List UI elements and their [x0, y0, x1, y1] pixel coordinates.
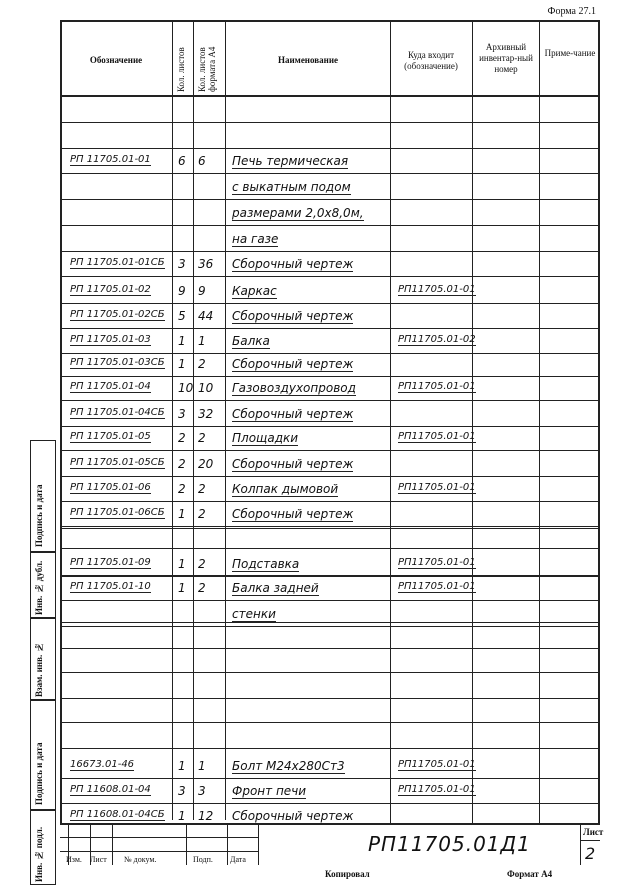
side-label: Подпись и дата	[34, 742, 44, 805]
stamp-podp: Подп.	[193, 855, 213, 864]
stamp-line	[60, 837, 258, 838]
col-line	[172, 20, 173, 820]
side-label: Подпись и дата	[34, 484, 44, 547]
cell-designation: РП 11705.01-05СБ	[70, 457, 165, 468]
cell-sheets: 3	[178, 407, 186, 421]
sheet-number: 2	[585, 844, 597, 863]
cell-name: Площадки	[232, 431, 299, 445]
row-line	[60, 803, 600, 804]
stamp-line	[112, 823, 113, 865]
stamp-line	[186, 823, 187, 865]
header-sheets: Кол. листов	[176, 47, 186, 92]
cell-name: Каркас	[232, 284, 277, 298]
cell-name: Фронт печи	[232, 784, 307, 798]
cell-sheets: 1	[178, 581, 186, 595]
cell-a4: 36	[198, 257, 214, 271]
cell-name: Болт М24х280Ст3	[232, 759, 345, 773]
stamp-line	[60, 851, 258, 852]
cell-sheets: 2	[178, 431, 186, 445]
cell-a4: 2	[198, 431, 206, 445]
cell-a4: 10	[198, 381, 214, 395]
cell-a4: 20	[198, 457, 214, 471]
cell-a4: 32	[198, 407, 214, 421]
sheet-label: Лист	[583, 827, 604, 837]
header-note: Приме-чание	[544, 48, 596, 58]
cell-sheets: 9	[178, 284, 186, 298]
cell-a4: 3	[198, 784, 206, 798]
side-label: Взам. инв. №	[34, 642, 44, 697]
row-line	[60, 376, 600, 377]
row-line	[60, 122, 600, 123]
row-line	[60, 548, 600, 549]
cell-a4: 6	[198, 154, 206, 168]
row-line	[60, 576, 600, 577]
cell-a4: 2	[198, 482, 206, 496]
cell-designation: РП 11705.01-03СБ	[70, 357, 165, 368]
cell-sheets: 6	[178, 154, 186, 168]
row-line	[60, 722, 600, 723]
cell-designation: 16673.01-46	[70, 759, 135, 770]
cell-a4: 44	[198, 309, 214, 323]
row-line	[60, 672, 600, 673]
row-line	[60, 276, 600, 277]
stamp-line	[580, 840, 600, 841]
side-label: Инв. № подл.	[34, 826, 44, 882]
header-archive: Архивный инвентар-ный номер	[479, 42, 533, 74]
form-label: Форма 27.1	[547, 6, 596, 17]
cell-designation: РП 11705.01-03	[70, 334, 151, 345]
stamp-line	[258, 823, 259, 865]
row-line	[60, 199, 600, 200]
row-line	[60, 450, 600, 451]
side-cell	[30, 810, 56, 885]
cell-name: Печь термическая	[232, 154, 349, 168]
col-line	[193, 20, 194, 820]
cell-where-used: РП11705.01-01	[398, 581, 476, 592]
row-line	[60, 648, 600, 649]
cell-sheets: 3	[178, 257, 186, 271]
cell-name: Сборочный чертеж	[232, 507, 354, 521]
row-line	[60, 303, 600, 304]
cell-where-used: РП11705.01-01	[398, 431, 476, 442]
row-line	[60, 400, 600, 401]
cell-designation: РП 11705.01-09	[70, 557, 151, 568]
cell-designation: РП 11705.01-10	[70, 581, 151, 592]
cell-designation: РП 11705.01-01	[70, 154, 151, 165]
cell-designation: РП 11705.01-02СБ	[70, 309, 165, 320]
cell-where-used: РП11705.01-01	[398, 482, 476, 493]
header-name: Наименование	[278, 55, 338, 65]
cell-name: Подставка	[232, 557, 300, 571]
cell-designation: РП 11705.01-06	[70, 482, 151, 493]
cell-sheets: 1	[178, 334, 186, 348]
col-line	[225, 20, 226, 820]
cell-name: размерами 2,0х8,0м,	[232, 206, 364, 220]
header-where-used: Куда входит (обозначение)	[404, 50, 458, 71]
side-cell	[30, 440, 56, 552]
cell-sheets: 1	[178, 759, 186, 773]
cell-sheets: 3	[178, 784, 186, 798]
cell-a4: 2	[198, 507, 206, 521]
row-line	[60, 353, 600, 354]
cell-a4: 2	[198, 557, 206, 571]
cell-where-used: РП11705.01-01	[398, 557, 476, 568]
cell-sheets: 5	[178, 309, 186, 323]
row-line	[60, 528, 600, 529]
cell-a4: 1	[198, 759, 206, 773]
cell-name: на газе	[232, 232, 279, 246]
cell-name: Колпак дымовой	[232, 482, 339, 496]
row-line	[60, 225, 600, 226]
stamp-doc-no: № докум.	[124, 855, 157, 864]
header-a4: Кол. листов формата А4	[197, 46, 217, 92]
cell-a4: 9	[198, 284, 206, 298]
cell-where-used: РП11705.01-01	[398, 284, 476, 295]
cell-sheets: 1	[178, 357, 186, 371]
col-line	[539, 20, 540, 865]
col-line	[390, 20, 391, 865]
cell-sheets: 1	[178, 507, 186, 521]
row-line	[60, 426, 600, 427]
row-line	[60, 501, 600, 502]
header-designation: Обозначение	[89, 55, 143, 65]
cell-name: Газовоздухопровод	[232, 381, 356, 395]
cell-designation: РП 11608.01-04СБ	[70, 809, 165, 820]
cell-a4: 2	[198, 357, 206, 371]
row-line	[60, 251, 600, 252]
cell-where-used: РП11705.01-01	[398, 759, 476, 770]
side-label: Инв. № дубл.	[34, 560, 44, 615]
cell-a4: 2	[198, 581, 206, 595]
cell-name: Сборочный чертеж	[232, 407, 354, 421]
cell-name: Сборочный чертеж	[232, 357, 354, 371]
cell-name: Балка задней	[232, 581, 319, 595]
footer-format: Формат А4	[507, 869, 553, 879]
cell-sheets: 1	[178, 557, 186, 571]
row-line	[60, 173, 600, 174]
cell-where-used: РП11705.01-01	[398, 784, 476, 795]
cell-designation: РП 11705.01-04	[70, 381, 151, 392]
header-line	[60, 95, 600, 97]
side-cell	[30, 618, 56, 700]
row-line	[60, 476, 600, 477]
cell-name: Сборочный чертеж	[232, 809, 354, 823]
cell-designation: РП 11705.01-02	[70, 284, 151, 295]
cell-designation: РП 11705.01-06СБ	[70, 507, 165, 518]
cell-sheets: 10	[178, 381, 194, 395]
cell-designation: РП 11705.01-04СБ	[70, 407, 165, 418]
stamp-line	[580, 823, 581, 865]
row-line	[60, 698, 600, 699]
cell-sheets: 1	[178, 809, 186, 823]
cell-name: Сборочный чертеж	[232, 309, 354, 323]
cell-a4: 12	[198, 809, 214, 823]
row-line	[60, 778, 600, 779]
cell-where-used: РП11705.01-01	[398, 381, 476, 392]
cell-name: Балка	[232, 334, 270, 348]
document-code: РП11705.01Д1	[368, 832, 531, 856]
cell-where-used: РП11705.01-02	[398, 334, 476, 345]
side-cell	[30, 700, 56, 810]
row-line	[60, 748, 600, 749]
cell-designation: РП 11705.01-05	[70, 431, 151, 442]
row-line	[60, 626, 600, 627]
cell-name: Сборочный чертеж	[232, 457, 354, 471]
footer-copied: Копировал	[325, 869, 370, 879]
row-line	[60, 328, 600, 329]
row-line	[60, 600, 600, 601]
stamp-list: Лист	[90, 855, 107, 864]
stamp-line	[227, 823, 228, 865]
cell-designation: РП 11608.01-04	[70, 784, 151, 795]
row-line	[60, 622, 600, 623]
cell-designation: РП 11705.01-01СБ	[70, 257, 165, 268]
row-line	[60, 148, 600, 149]
side-cell	[30, 552, 56, 618]
stamp-izm: Изм.	[66, 855, 82, 864]
row-line	[60, 526, 600, 527]
cell-sheets: 2	[178, 457, 186, 471]
cell-a4: 1	[198, 334, 206, 348]
stamp-data: Дата	[230, 855, 246, 864]
cell-sheets: 2	[178, 482, 186, 496]
cell-name: стенки	[232, 607, 276, 621]
cell-name: с выкатным подом	[232, 180, 351, 194]
cell-name: Сборочный чертеж	[232, 257, 354, 271]
